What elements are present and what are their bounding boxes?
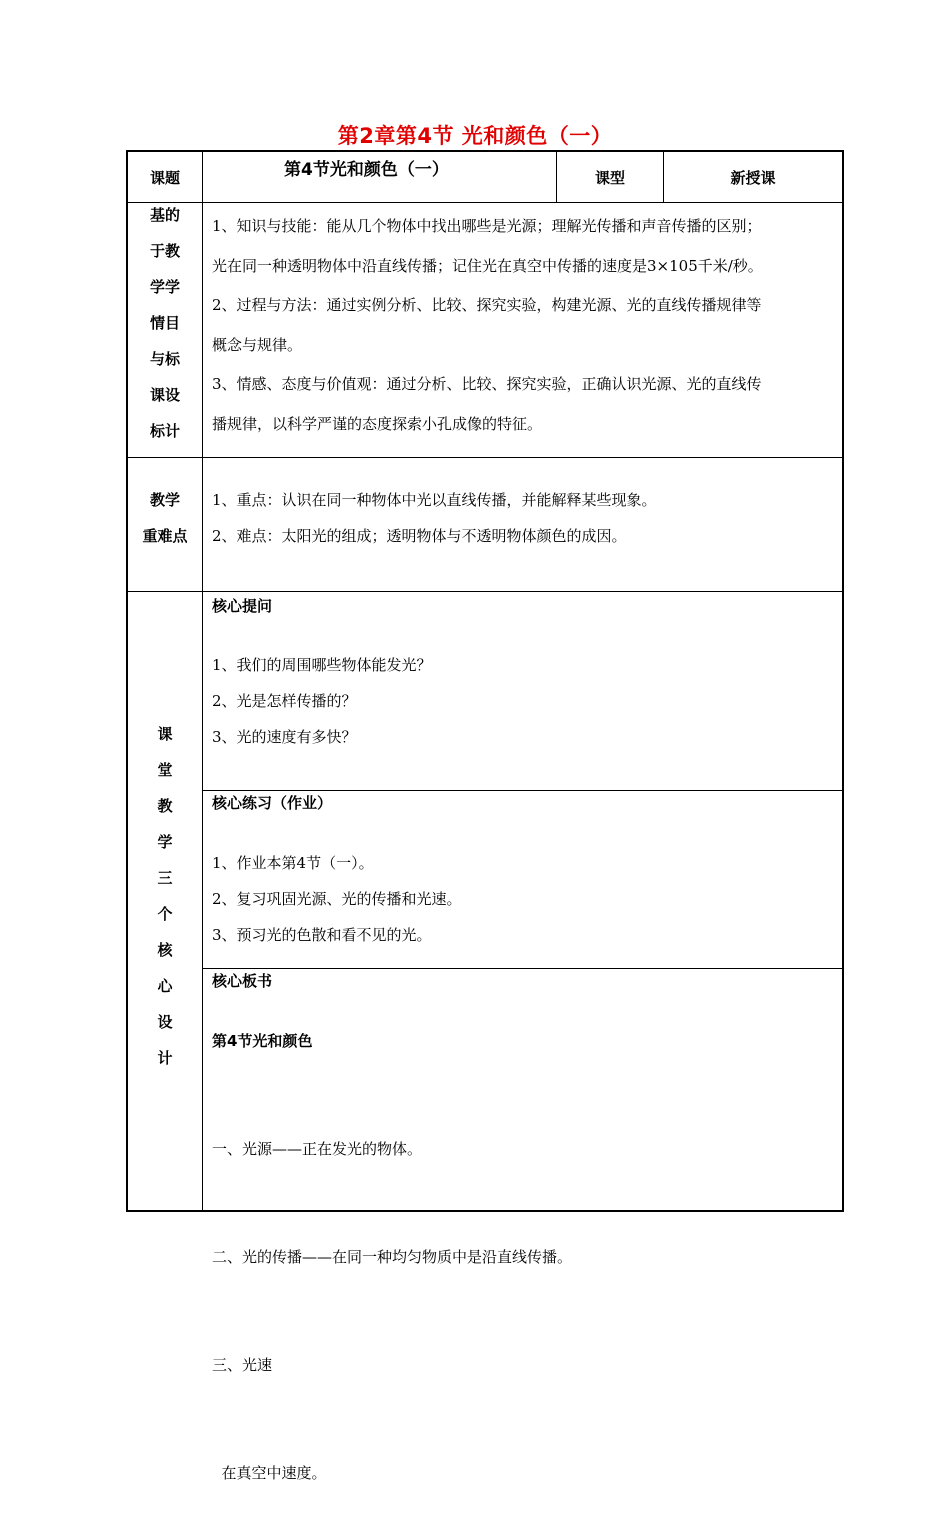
objectives-label-line: 于教 (149, 242, 180, 260)
core-questions-heading: 核心提问 (212, 597, 273, 615)
core-exercise-item: 2、复习巩固光源、光的传播和光速。 (212, 890, 462, 908)
core-board-item: 三、光速 (212, 1356, 273, 1374)
core-board-list (212, 1059, 840, 1527)
key-point-line: 2、难点：太阳光的组成；透明物体与不透明物体颜色的成因。 (212, 527, 627, 545)
objectives-line: 1、知识与技能：能从几个物体中找出哪些是光源；理解光传播和声音传播的区别； (212, 217, 762, 235)
type-value: 新授课 (730, 169, 776, 187)
core-exercises-heading: 核心练习（作业） (212, 794, 333, 812)
core-design-label-char: 三 (157, 869, 173, 887)
core-exercise-item: 1、作业本第4节（一）。 (212, 854, 374, 872)
objectives-label-line: 学学 (149, 278, 180, 296)
document-title: 第2章第4节 光和颜色（一） (337, 124, 613, 148)
key-points-label-line: 重难点 (142, 527, 188, 545)
core-board-subheading: 第4节光和颜色 (212, 1032, 313, 1050)
topic-label: 课题 (149, 169, 180, 187)
objectives-line: 概念与规律。 (212, 335, 303, 354)
core-design-label-char: 学 (157, 833, 173, 851)
core-design-label (128, 716, 202, 1076)
core-design-label-char: 设 (157, 1013, 173, 1031)
core-exercises-list (212, 845, 840, 953)
core-board-item: 一、光源——正在发光的物体。 (212, 1140, 423, 1158)
objectives-label-line: 与标 (149, 350, 180, 368)
objectives-content (212, 207, 840, 444)
row-divider-1 (126, 202, 844, 203)
core-board-item: 二、光的传播——在同一种均匀物质中是沿直线传播。 (212, 1248, 573, 1266)
core-question-item: 1、我们的周围哪些物体能发光？ (212, 656, 432, 674)
core-questions-list (212, 647, 840, 755)
objectives-label (128, 197, 202, 449)
core-board-item: 在真空中速度。 (212, 1464, 327, 1482)
key-points-label-line: 教学 (149, 491, 180, 509)
column-divider-label (202, 150, 203, 1212)
core-design-label-char: 个 (157, 905, 173, 923)
core-question-item: 2、光是怎样传播的？ (212, 692, 357, 710)
core-design-label-char: 心 (157, 977, 173, 995)
core-design-label-char: 堂 (157, 761, 173, 779)
objectives-label-line: 课设 (149, 386, 180, 404)
objectives-line: 播规律，以科学严谨的态度探索小孔成像的特征。 (212, 414, 543, 433)
key-point-line: 1、重点：认识在同一种物体中光以直线传播，并能解释某些现象。 (212, 491, 657, 509)
objectives-label-line: 基的 (149, 206, 180, 224)
core-exercise-item: 3、预习光的色散和看不见的光。 (212, 926, 432, 944)
row-divider-2 (126, 457, 844, 458)
objectives-label-line: 标计 (149, 422, 180, 440)
topic-value: 第4节光和颜色（一） (284, 160, 449, 180)
type-label: 课型 (594, 169, 625, 187)
core-design-label-char: 计 (157, 1049, 173, 1067)
objectives-line: 2、过程与方法：通过实例分析、比较、探究实验，构建光源、光的直线传播规律等 (212, 296, 762, 314)
core-design-label-char: 课 (157, 725, 173, 743)
objectives-line: 光在同一种透明物体中沿直线传播；记住光在真空中传播的速度是3×105千米/秒。 (212, 256, 763, 275)
objectives-label-line: 情目 (149, 314, 180, 332)
core-design-label-char: 教 (157, 797, 173, 815)
core-design-label-char: 核 (157, 941, 173, 959)
key-points-label (128, 482, 202, 554)
objectives-line: 3、情感、态度与价值观：通过分析、比较、探究实验，正确认识光源、光的直线传 (212, 375, 762, 393)
core-question-item: 3、光的速度有多快？ (212, 728, 357, 746)
key-points-content (212, 482, 840, 554)
core-board-heading: 核心板书 (212, 972, 273, 990)
